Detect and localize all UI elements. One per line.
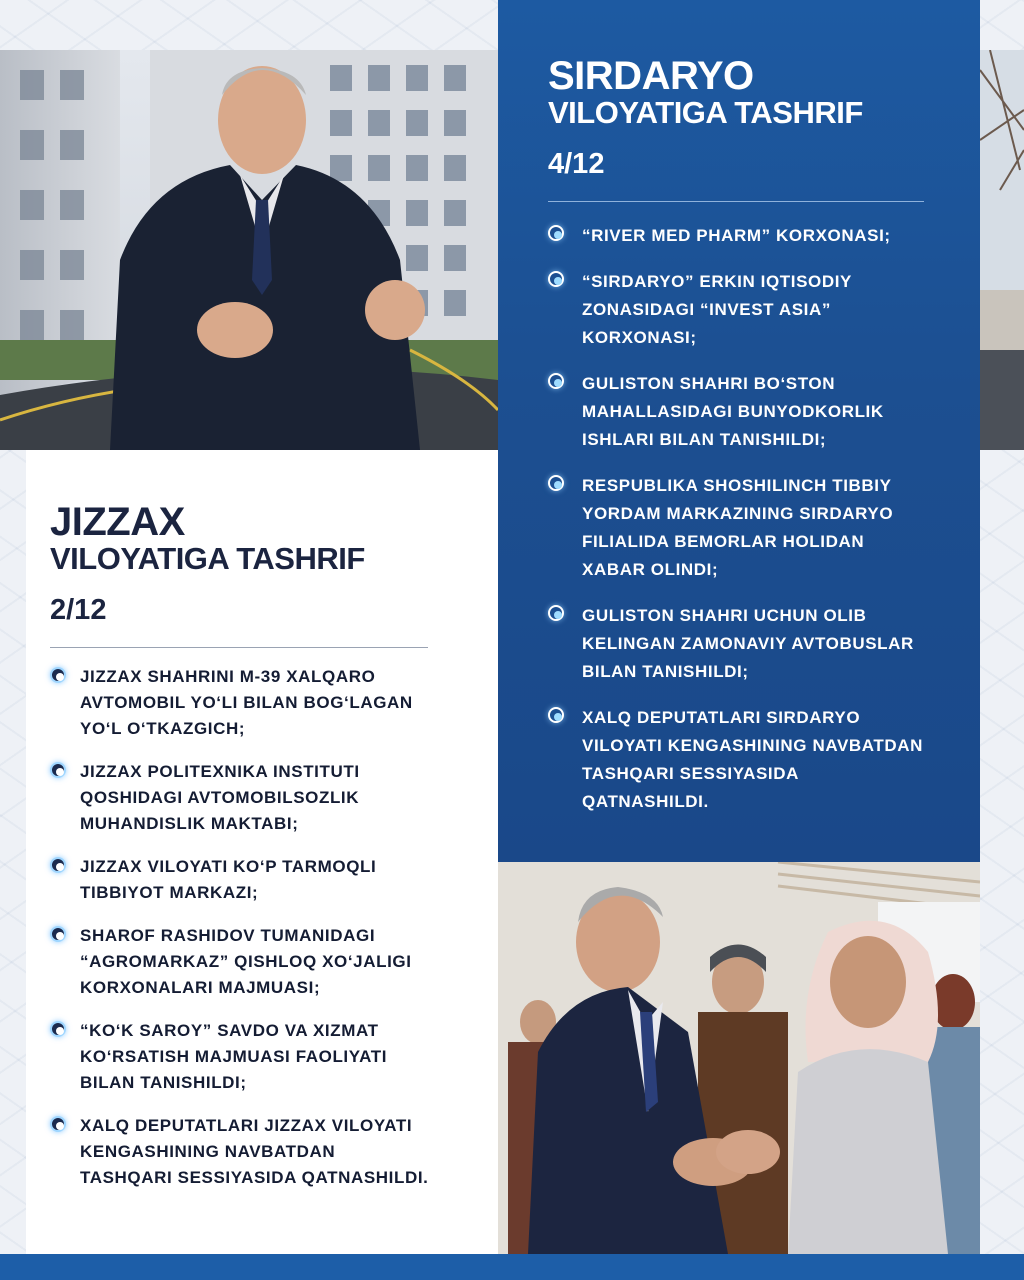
sirdaryo-count: 4/12 <box>548 148 605 181</box>
bullet-icon <box>50 667 66 683</box>
jizzax-visit-photo <box>0 50 498 450</box>
jizzax-count: 2/12 <box>50 594 107 627</box>
list-item-text: “RIVER MED PHARM” KORXONASI; <box>582 226 891 246</box>
sirdaryo-divider <box>548 201 924 202</box>
list-item <box>548 602 926 686</box>
bullet-icon <box>50 762 66 778</box>
list-item <box>548 370 926 454</box>
jizzax-subtitle: VILOYATIGA TASHRIF <box>50 541 365 576</box>
bullet-icon <box>50 926 66 942</box>
sirdaryo-visit-photo <box>498 862 980 1254</box>
bullet-icon <box>548 475 564 491</box>
bullet-icon <box>548 605 564 621</box>
list-item-text: GULISTON SHAHRI BO‘STON MAHALLASIDAGI BUNYODKORLIK ISHLARI BILAN TANISHILDI; <box>582 374 884 450</box>
list-item <box>548 268 926 352</box>
list-item-text: XALQ DEPUTATLARI SIRDARYO VILOYATI KENGASHINING NAVBATDAN TASHQARI SESSIYASIDA QATNASHILDI. <box>582 708 923 812</box>
bullet-icon <box>548 373 564 389</box>
bullet-icon <box>548 225 564 241</box>
list-item-text: JIZZAX SHAHRINI M-39 XALQARO AVTOMOBIL YO‘LI BILAN BOG‘LAGAN YO‘L O‘TKAZGICH; <box>80 667 413 739</box>
sirdaryo-title: SIRDARYO <box>548 54 754 98</box>
list-item <box>50 923 430 1001</box>
right-edge-photo <box>980 50 1024 450</box>
list-item-text: RESPUBLIKA SHOSHILINCH TIBBIY YORDAM MARKAZINING SIRDARYO FILIALIDA BEMORLAR HOLIDAN XABAR OLINDI; <box>582 476 894 580</box>
jizzax-divider <box>50 647 428 648</box>
bullet-icon <box>548 271 564 287</box>
jizzax-panel <box>26 450 498 1254</box>
bullet-icon <box>50 1116 66 1132</box>
list-item <box>50 1113 430 1191</box>
sirdaryo-subtitle: VILOYATIGA TASHRIF <box>548 95 863 130</box>
list-item-text: XALQ DEPUTATLARI JIZZAX VILOYATI KENGASHINING NAVBATDAN TASHQARI SESSIYASIDA QATNASHILDI. <box>80 1116 429 1188</box>
jizzax-list <box>50 664 430 1191</box>
list-item-text: GULISTON SHAHRI UCHUN OLIB KELINGAN ZAMONAVIY AVTOBUSLAR BILAN TANISHILDI; <box>582 606 914 682</box>
jizzax-title: JIZZAX <box>50 500 185 544</box>
sirdaryo-list <box>548 222 926 816</box>
jizzax-content <box>50 502 430 1208</box>
list-item-text: JIZZAX VILOYATI KO‘P TARMOQLI TIBBIYOT MARKAZI; <box>80 857 377 903</box>
list-item <box>50 1018 430 1096</box>
list-item <box>548 222 926 250</box>
list-item <box>50 664 430 742</box>
list-item-text: “KO‘K SAROY” SAVDO VA XIZMAT KO‘RSATISH MAJMUASI FAOLIYATI BILAN TANISHILDI; <box>80 1021 388 1093</box>
list-item <box>548 472 926 584</box>
bullet-icon <box>50 1021 66 1037</box>
sirdaryo-panel <box>498 0 980 862</box>
sirdaryo-content <box>548 56 926 834</box>
list-item-text: SHAROF RASHIDOV TUMANIDAGI “AGROMARKAZ” QISHLOQ XO‘JALIGI KORXONALARI MAJMUASI; <box>80 926 412 998</box>
list-item <box>548 704 926 816</box>
list-item <box>50 854 430 906</box>
list-item-text: JIZZAX POLITEXNIKA INSTITUTI QOSHIDAGI AVTOMOBILSOZLIK MUHANDISLIK MAKTABI; <box>80 762 360 834</box>
bullet-icon <box>50 857 66 873</box>
bullet-icon <box>548 707 564 723</box>
list-item-text: “SIRDARYO” ERKIN IQTISODIY ZONASIDAGI “INVEST ASIA” KORXONASI; <box>582 272 852 348</box>
bottom-bar <box>0 1254 1024 1280</box>
list-item <box>50 759 430 837</box>
